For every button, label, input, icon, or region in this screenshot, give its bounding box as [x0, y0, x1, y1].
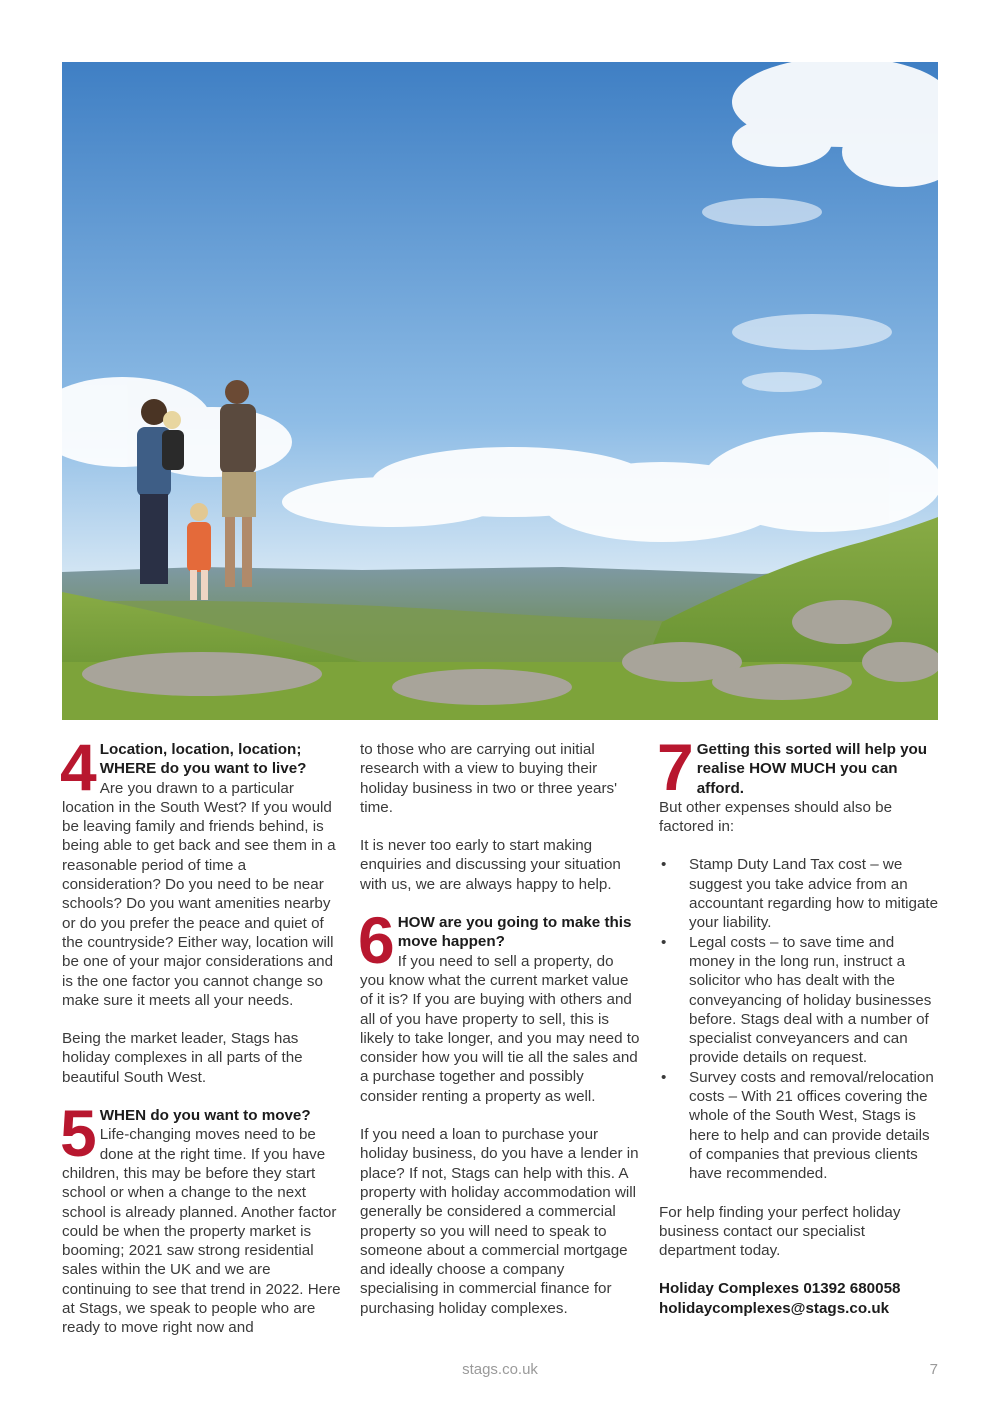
page-number: 7 [929, 1361, 938, 1378]
expenses-list [659, 855, 939, 1183]
section-heading: Location, location, location; WHERE do you want to live? [99, 741, 307, 778]
column-2 [360, 740, 640, 1337]
section-number: 6 [358, 903, 395, 978]
column-3 [657, 730, 939, 1318]
section-4 [60, 730, 342, 1010]
section-number: 4 [60, 730, 97, 804]
section-number: 7 [657, 730, 694, 804]
hero-photo [62, 62, 938, 720]
paragraph: For help finding your perfect holiday business contact our specialist department today. [659, 1203, 901, 1260]
contact-email[interactable]: holidaycomplexes@stags.co.uk [659, 1299, 890, 1317]
section-heading: HOW are you going to make this move happen? [397, 914, 632, 951]
paragraph: to those who are carrying out initial research with a view to buying their holiday business in two or three years' time. [360, 741, 618, 816]
section-body: If you need to sell a property, do you know what the current market value of it is? If you are buying with others and all of you have property to sell, this is likely to take longer, and you may need to consider how you will tie all the sales and a purchase together and possibly consider renting a property as well. [360, 952, 640, 1105]
paragraph: If you need a loan to purchase your holiday business, do you have a lender in place? If not, Stags can help with this. A property with holiday accommodation will generally be considered a commercial property so you will need to speak to someone about a commercial mortgage and ideally choose a company specialising in commercial finance for purchasing holiday complexes. [360, 1126, 639, 1317]
contact-block [659, 1279, 939, 1318]
section-7 [657, 730, 939, 836]
contact-phone[interactable]: Holiday Complexes 01392 680058 [659, 1280, 901, 1298]
section-6 [358, 903, 640, 1106]
footer-url[interactable]: stags.co.uk [462, 1361, 538, 1378]
section-5 [60, 1096, 342, 1338]
section-number: 5 [60, 1096, 97, 1171]
section-heading: WHEN do you want to move? [99, 1107, 311, 1125]
section-body: Life-changing moves need to be done at the right time. If you have children, this may be before they start school or when a change to the next school is already planned. Another factor could be when the property market is booming; 2021 saw strong residential sales within the UK and we are continuing to see that trend in 2022. Here at Stags, we speak to people who are ready to move right now and [62, 1126, 341, 1337]
landscape-illustration [62, 62, 938, 720]
column-1 [60, 730, 342, 1357]
section-body: Are you drawn to a particular location in the South West? If you would be leaving family and friends behind, is being able to get back and see them in a reasonable period of time a consideration? Do you need to be near schools? Do you want amenities nearby or do you prefer the peace and quiet of the countryside? Either way, location will be one of your major considerations and is the one factor you cannot change so make sure it meets all your needs. [62, 779, 336, 1009]
section-heading: Getting this sorted will help you realise HOW MUCH you can afford. [696, 741, 928, 797]
list-item: • Survey costs and removal/relocation costs – With 21 offices covering the whole of the South West, Stags is here to help and can provide details of companies that previous clients have recommended. [659, 1068, 939, 1184]
list-item: • Legal costs – to save time and money in the long run, instruct a solicitor who has dealt with the conveyancing of holiday businesses before. Stags deal with a number of specialist conveyancers and can provide details on request. [659, 933, 939, 1068]
section-body: But other expenses should also be factored in: [659, 798, 893, 836]
paragraph: Being the market leader, Stags has holiday complexes in all parts of the beautiful South West. [62, 1030, 303, 1086]
paragraph: It is never too early to start making enquiries and discussing your situation with us, we are always happy to help. [360, 837, 621, 893]
list-item: • Stamp Duty Land Tax cost – we suggest you take advice from an accountant regarding how to mitigate your liability. [659, 855, 939, 932]
